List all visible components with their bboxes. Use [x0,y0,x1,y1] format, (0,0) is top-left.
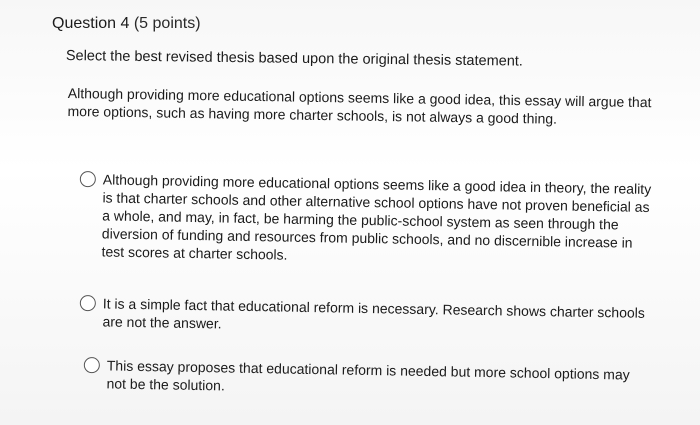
radio-button-b[interactable] [80,295,96,311]
answer-option-c[interactable] [83,356,644,402]
radio-button-a[interactable] [80,171,96,187]
radio-button-c[interactable] [84,357,100,373]
answer-option-b-label: It is a simple fact that educational reform is necessary. Research shows charter schools are not the answer. [102,295,645,332]
answer-option-b[interactable] [79,294,650,340]
question-header [52,14,201,34]
answer-option-c-label: This essay proposes that educational reform is needed but more school options may not be the solution. [106,357,630,394]
question-title: Question 4 [52,15,130,32]
answer-option-a[interactable] [78,170,654,270]
original-thesis-statement: Although providing more educational options seems like a good idea, this essay will argue that more options, such as having more charter schools, is not always a good thing. [67,84,652,127]
answer-option-a-label: Although providing more educational options seems like a good idea in theory, the reality is that charter schools and other alternative school options have not proven beneficial as a whole, and may, in fact, be harming the public-school system as seen through the diversion of funding and resources from public schools, and no discernible increase in test scores at charter schools. [101,171,652,263]
question-points: (5 points) [133,15,201,32]
question-prompt: Select the best revised thesis based upon the original thesis statement. [65,48,523,70]
